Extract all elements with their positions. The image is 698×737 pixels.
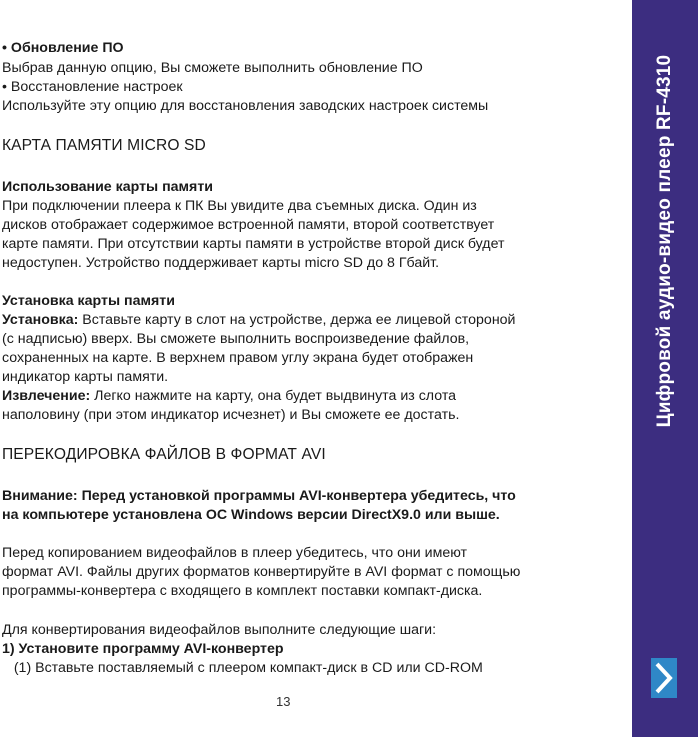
remove-label: Извлечение: — [2, 388, 91, 404]
step-1-substep: (1) Вставьте поставляемый с плеером компакт-диск в CD или CD-ROM — [2, 660, 483, 676]
install-label: Установка: — [2, 312, 79, 328]
sidebar-title-wrap — [632, 0, 698, 737]
steps-intro: Для конвертирования видеофайлов выполните следующие шаги: — [2, 622, 437, 638]
bullet-restore-title: • Восстановление настроек — [2, 79, 183, 95]
page-number: 13 — [276, 694, 291, 709]
paragraph-line: формат AVI. Файлы других форматов конвертируйте в AVI формат с помощью — [2, 564, 521, 580]
paragraph-line: программы-конвертера с входящего в комплект поставки компакт-диска. — [2, 583, 483, 599]
paragraph-line: Перед копированием видеофайлов в плеер убедитесь, что они имеют — [2, 545, 468, 561]
chevron-right-icon — [651, 658, 677, 698]
heading-avi-conversion: ПЕРЕКОДИРОВКА ФАЙЛОВ В ФОРМАТ AVI — [2, 446, 326, 463]
sidebar-product-title: Цифровой аудио-видео плеер RF-4310 — [654, 54, 675, 428]
install-line — [2, 312, 515, 329]
section-using-card-line: недоступен. Устройство поддерживает карты micro SD до 8 Гбайт. — [2, 255, 440, 271]
install-line: (с надписью) вверх. Вы сможете выполнить воспроизведение файлов, — [2, 331, 470, 347]
section-using-card-line: При подключении плеера к ПК Вы увидите два съемных диска. Один из — [2, 198, 477, 214]
section-using-card-title: Использование карты памяти — [2, 179, 213, 195]
bullet-update-title: • Обновление ПО — [2, 40, 124, 56]
remove-line — [2, 388, 456, 405]
next-page-button[interactable] — [651, 658, 677, 698]
bullet-update-text: Выбрав данную опцию, Вы сможете выполнить обновление ПО — [2, 60, 423, 76]
warning-line: на компьютере установлена ОС Windows версии DirectX9.0 или выше. — [2, 507, 500, 523]
sidebar-band — [632, 0, 698, 737]
step-1-title: 1) Установите программу AVI-конвертер — [2, 641, 284, 657]
remove-text: Легко нажмите на карту, она будет выдвинута из слота — [90, 388, 457, 404]
bullet-restore-text: Используйте эту опцию для восстановления заводских настроек системы — [2, 98, 489, 114]
install-line: индикатор карты памяти. — [2, 369, 169, 385]
install-line: сохраненных на карте. В верхнем правом углу экрана будет отображен — [2, 350, 474, 366]
heading-memory-card: КАРТА ПАМЯТИ MICRO SD — [2, 137, 206, 154]
section-using-card-line: дисков отображает содержимое встроенной памяти, второй соответствует — [2, 217, 495, 233]
install-text: Вставьте карту в слот на устройстве, держа ее лицевой стороной — [78, 312, 516, 328]
warning-line: Внимание: Перед установкой программы AVI-конвертера убедитесь, что — [2, 488, 516, 504]
section-install-card-title: Установка карты памяти — [2, 293, 175, 309]
remove-line: наполовину (при этом индикатор исчезнет) и Вы сможете ее достать. — [2, 407, 460, 423]
section-using-card-line: карте памяти. При отсутствии карты памяти в устройстве второй диск будет — [2, 236, 505, 252]
